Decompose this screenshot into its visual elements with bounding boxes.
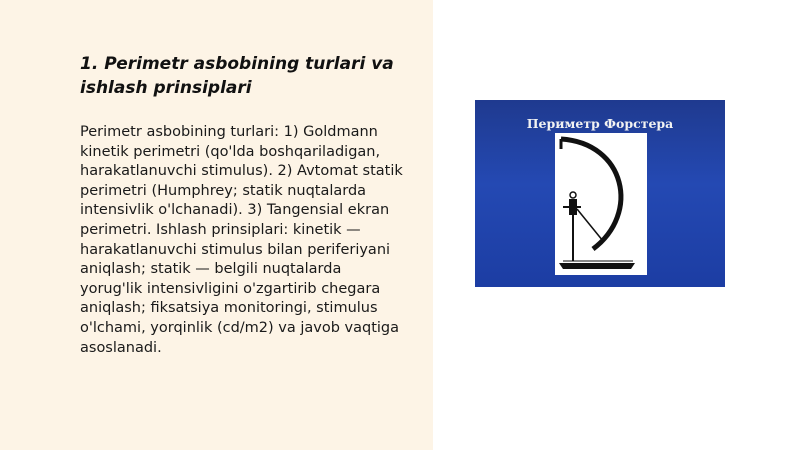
forster-perimeter-drawing — [555, 133, 647, 275]
image-caption: Периметр Форстера — [526, 116, 674, 131]
slide-body-text: Perimetr asbobining turlari: 1) Goldmann kinetik perimetri (qo'lda boshqariladigan, harakatlanuvchi stimulus). 2) Avtomat statik perimetri (Humphrey; statik nuqtalarda intensivlik o'lchanadi). 3) Tangensial ekran perimetri. Ishlash prinsiplari: kinetik — harakatlanuvchi stimulus bilan periferiyani aniqlash; statik — belgili nuqtalarda yorug'lik intensivligini o'zgartirib chegara aniqlash; fiksatsiya monitoringi, stimulus o'lchami, yorqinlik (cd/m2) va javob vaqtiga asoslanadi. — [80, 124, 403, 356]
slide-title: 1. Perimetr asbobining turlari va ishlash prinsiplari — [80, 54, 394, 98]
